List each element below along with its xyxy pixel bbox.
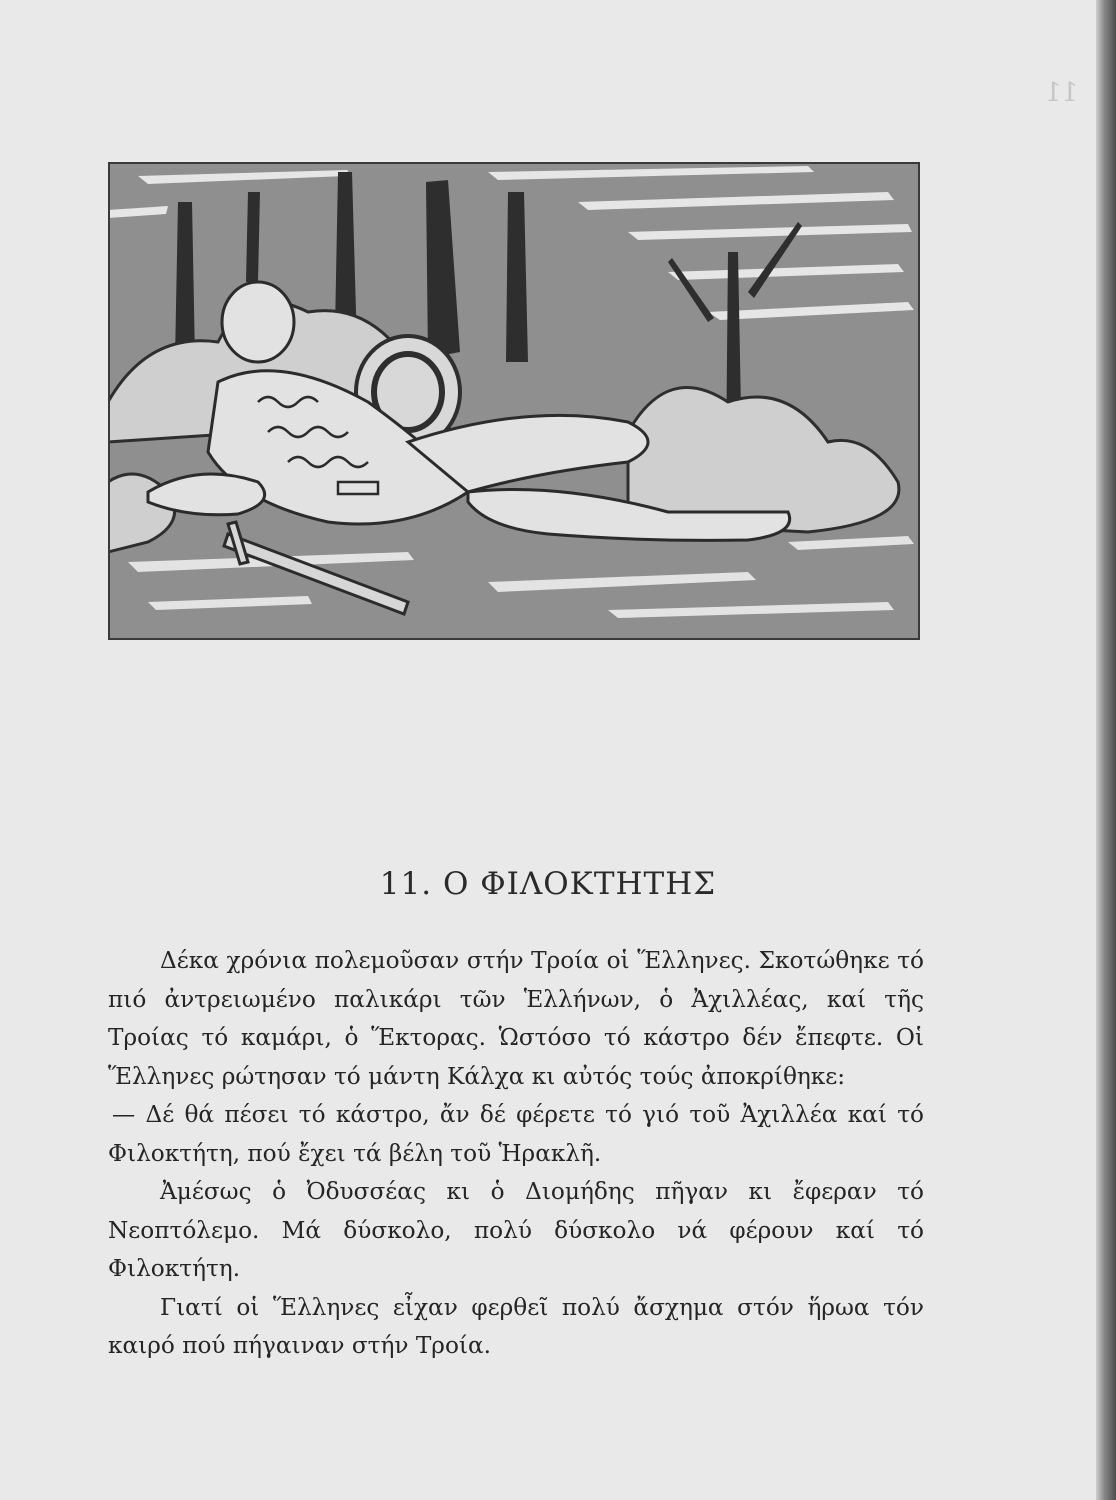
page-number: 11 xyxy=(1044,78,1078,108)
woodcut-illustration xyxy=(108,162,920,640)
chapter-title: 11. Ο ΦΙΛΟΚΤΗΤΗΣ xyxy=(379,866,717,902)
dialogue-paragraph: — Δέ θά πέσει τό κάστρο, ἄν δέ φέρετε τό γιό τοῦ Ἀχιλλέα καί τό Φιλοκτήτη, πού ἔχει τά βέλη τοῦ Ἡρακλῆ. xyxy=(108,1101,924,1167)
paragraph: Δέκα χρόνια πολεμοῦσαν στήν Τροία οἱ Ἕλληνες. Σκοτώθηκε τό πιό ἀντρειωμένο παλικάρι τῶν Ἑλλήνων, ὁ Ἀχιλλέας, καί τῆς Τροίας τό καμάρι, ὁ Ἕκτορας. Ὡστόσο τό κάστρο δέν ἔπεφτε. Οἱ Ἕλληνες ρώτησαν τό μάντη Κάλχα κι αὐτός τούς ἀποκρίθηκε: xyxy=(108,947,924,1090)
illustration-svg xyxy=(108,162,920,640)
paragraph: Γιατί οἱ Ἕλληνες εἶχαν φερθεῖ πολύ ἄσχημα στόν ἥρωα τόν καιρό πού πήγαιναν στήν Τροία. xyxy=(108,1293,924,1359)
chapter-body xyxy=(108,942,924,1366)
paragraph: Ἀμέσως ὁ Ὀδυσσέας κι ὁ Διομήδης πῆγαν κι ἔφεραν τό Νεοπτόλεμο. Μά δύσκολο, πολύ δύσκολο νά φέρουν καί τό Φιλοκτήτη. xyxy=(108,1178,924,1282)
page-edge-shadow xyxy=(1096,0,1116,1500)
